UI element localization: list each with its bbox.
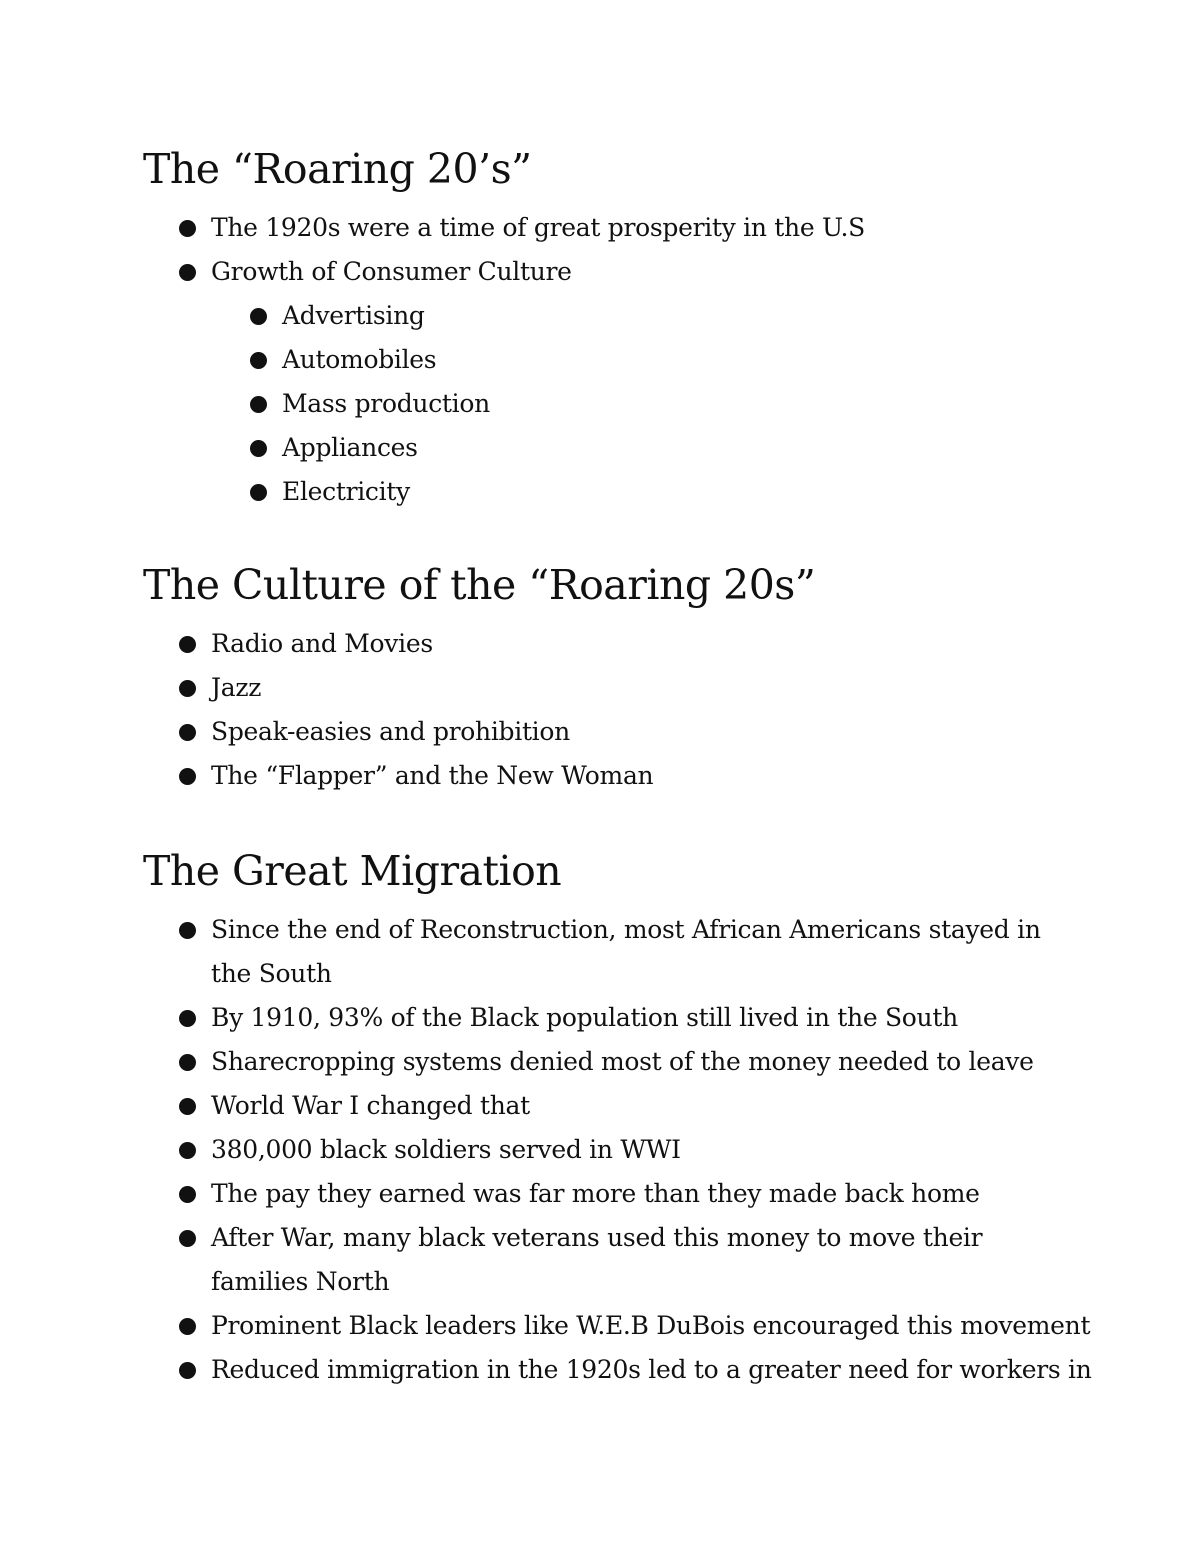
section-roaring-20s — [143, 144, 1103, 514]
list-item: Reduced immigration in the 1920s led to a greater need for workers in — [143, 1348, 1103, 1392]
list-item: After War, many black veterans used this money to move their families North — [143, 1216, 1051, 1304]
section-culture-roaring-20s — [143, 560, 1103, 798]
bullet-list — [143, 206, 1103, 514]
sub-list-item: Automobiles — [143, 338, 1103, 382]
list-item: World War I changed that — [143, 1084, 1103, 1128]
list-item: The pay they earned was far more than they made back home — [143, 1172, 1103, 1216]
sub-list-item: Electricity — [143, 470, 1103, 514]
list-item: The 1920s were a time of great prosperity in the U.S — [143, 206, 1103, 250]
list-item: Jazz — [143, 666, 1103, 710]
section-heading: The “Roaring 20’s” — [143, 145, 532, 193]
list-item: Growth of Consumer Culture — [143, 250, 1103, 294]
bullet-list — [143, 908, 1103, 1392]
list-item: Radio and Movies — [143, 622, 1103, 666]
sub-list-item: Mass production — [143, 382, 1103, 426]
sub-list-item: Advertising — [143, 294, 1103, 338]
list-item: Sharecropping systems denied most of the money needed to leave — [143, 1040, 1103, 1084]
list-item: Prominent Black leaders like W.E.B DuBois encouraged this movement — [143, 1304, 1103, 1348]
sub-list-item: Appliances — [143, 426, 1103, 470]
section-heading: The Culture of the “Roaring 20s” — [143, 561, 816, 609]
list-item: By 1910, 93% of the Black population still lived in the South — [143, 996, 1103, 1040]
section-great-migration — [143, 846, 1103, 1392]
list-item: The “Flapper” and the New Woman — [143, 754, 1103, 798]
bullet-list — [143, 622, 1103, 798]
list-item: Speak-easies and prohibition — [143, 710, 1103, 754]
list-item: Since the end of Reconstruction, most African Americans stayed in the South — [143, 908, 1051, 996]
section-heading: The Great Migration — [143, 847, 562, 895]
list-item: 380,000 black soldiers served in WWI — [143, 1128, 1103, 1172]
